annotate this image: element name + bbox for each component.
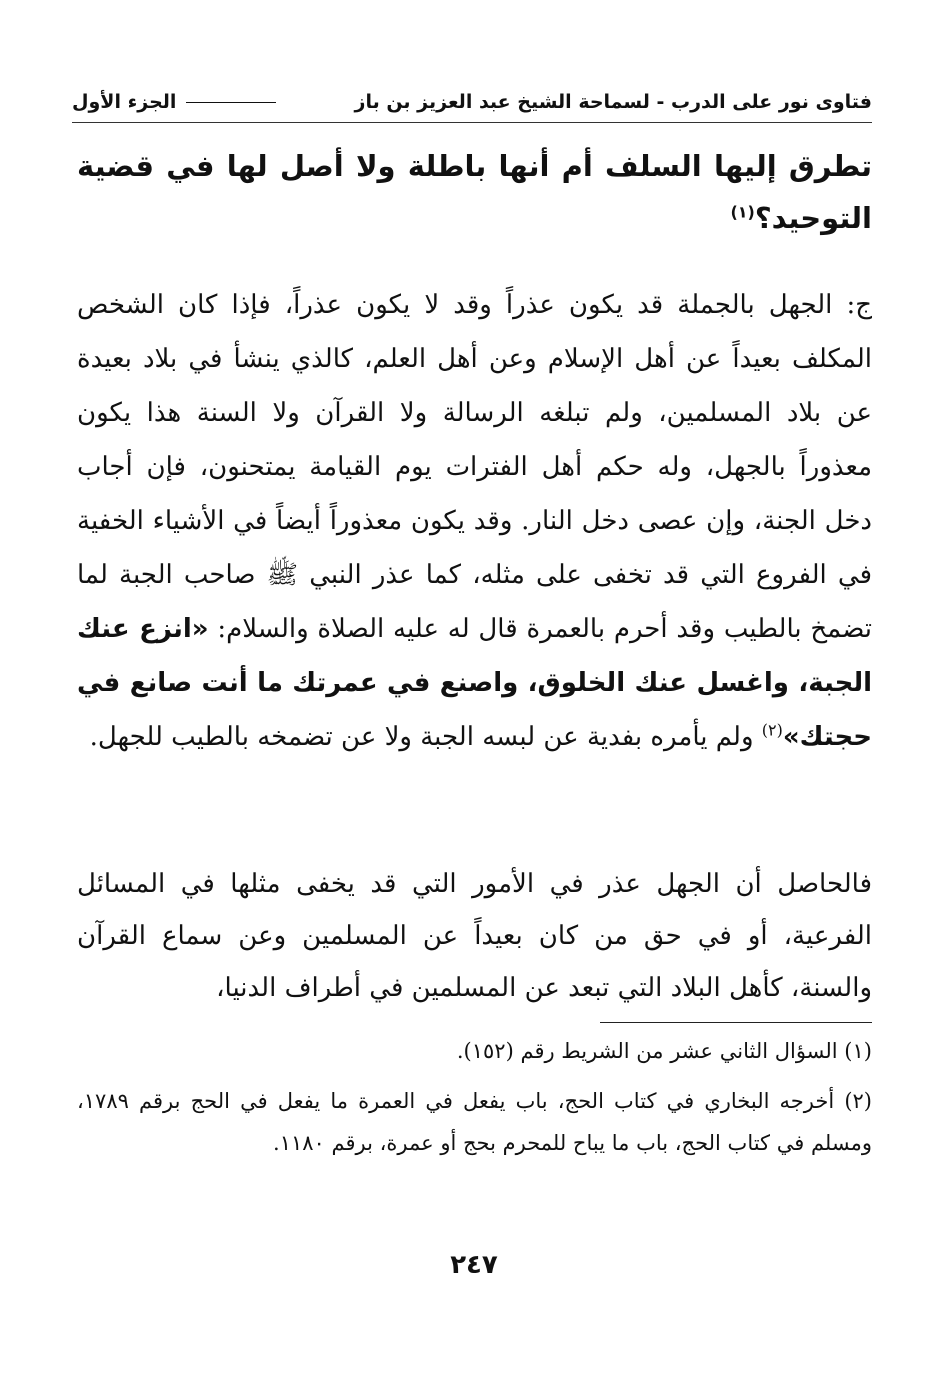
- question-body: تطرق إليها السلف أم أنها باطلة ولا أصل لها في قضية التوحيد؟: [77, 149, 872, 235]
- footnote-ref-1: (١): [730, 202, 755, 222]
- header-title-group: [355, 91, 872, 113]
- answer-paragraph-2: فالحاصل أن الجهل عذر في الأمور التي قد يخفى مثلها في المسائل الفرعية، أو في حق من كان بعيداً عن المسلمين وعن سماع القرآن والسنة، كأهل البلاد التي تبعد عن المسلمين في أطراف الدنيا،: [77, 869, 872, 1003]
- book-title: فتاوى نور على الدرب: [671, 91, 872, 113]
- answer-text-1: ج: الجهل بالجملة قد يكون عذراً وقد لا يكون عذراً، فإذا كان الشخص المكلف بعيداً عن أهل الإسلام وعن أهل العلم، كالذي ينشأ في بلاد بعيدة عن بلاد المسلمين، ولم تبلغه الرسالة ولا القرآن ولا السنة هذا يكون معذوراً بالجهل، وله حكم أهل الفترات يوم القيامة يمتحنون، فإن أجاب دخل الجنة، وإن عصى دخل النار. وقد يكون معذوراً أيضاً في الأشياء الخفية في الفروع التي قد تخفى على مثله، كما عذر النبي ﷺ صاحب الجبة لما تضمخ بالطيب وقد أحرم بالعمرة قال له عليه الصلاة والسلام:: [77, 290, 873, 644]
- footnotes: [77, 1030, 872, 1172]
- footnote-2: (٢) أخرجه البخاري في كتاب الحج، باب يفعل في العمرة ما يفعل في الحج برقم ١٧٨٩، ومسلم في كتاب الحج، باب ما يباح للمحرم بحج أو عمرة، برقم ١١٨٠.: [77, 1089, 872, 1155]
- header-dash-line: [186, 102, 276, 103]
- answer-paragraph-1: [77, 278, 872, 764]
- running-header: [72, 82, 872, 123]
- footnote-1: (١) السؤال الثاني عشر من الشريط رقم (١٥٢).: [456, 1039, 872, 1063]
- header-volume-group: [72, 91, 276, 113]
- answer-text-2: ولم يأمره بفدية عن لبسه الجبة ولا عن تضمخه بالطيب للجهل.: [89, 722, 762, 752]
- footnote-divider: [600, 1022, 872, 1023]
- question-text: [77, 140, 872, 244]
- volume-label: الجزء الأول: [72, 91, 177, 113]
- hadith-quote: «انزع عنك الجبة، واغسل عنك الخلوق، واصنع في عمرتك ما أنت صانع في حجتك»: [77, 614, 872, 752]
- footnote-ref-2: (٢): [761, 720, 783, 740]
- author-name: - لسماحة الشيخ عبد العزيز بن باز: [354, 91, 665, 113]
- page-number: ٢٤٧: [450, 1250, 498, 1280]
